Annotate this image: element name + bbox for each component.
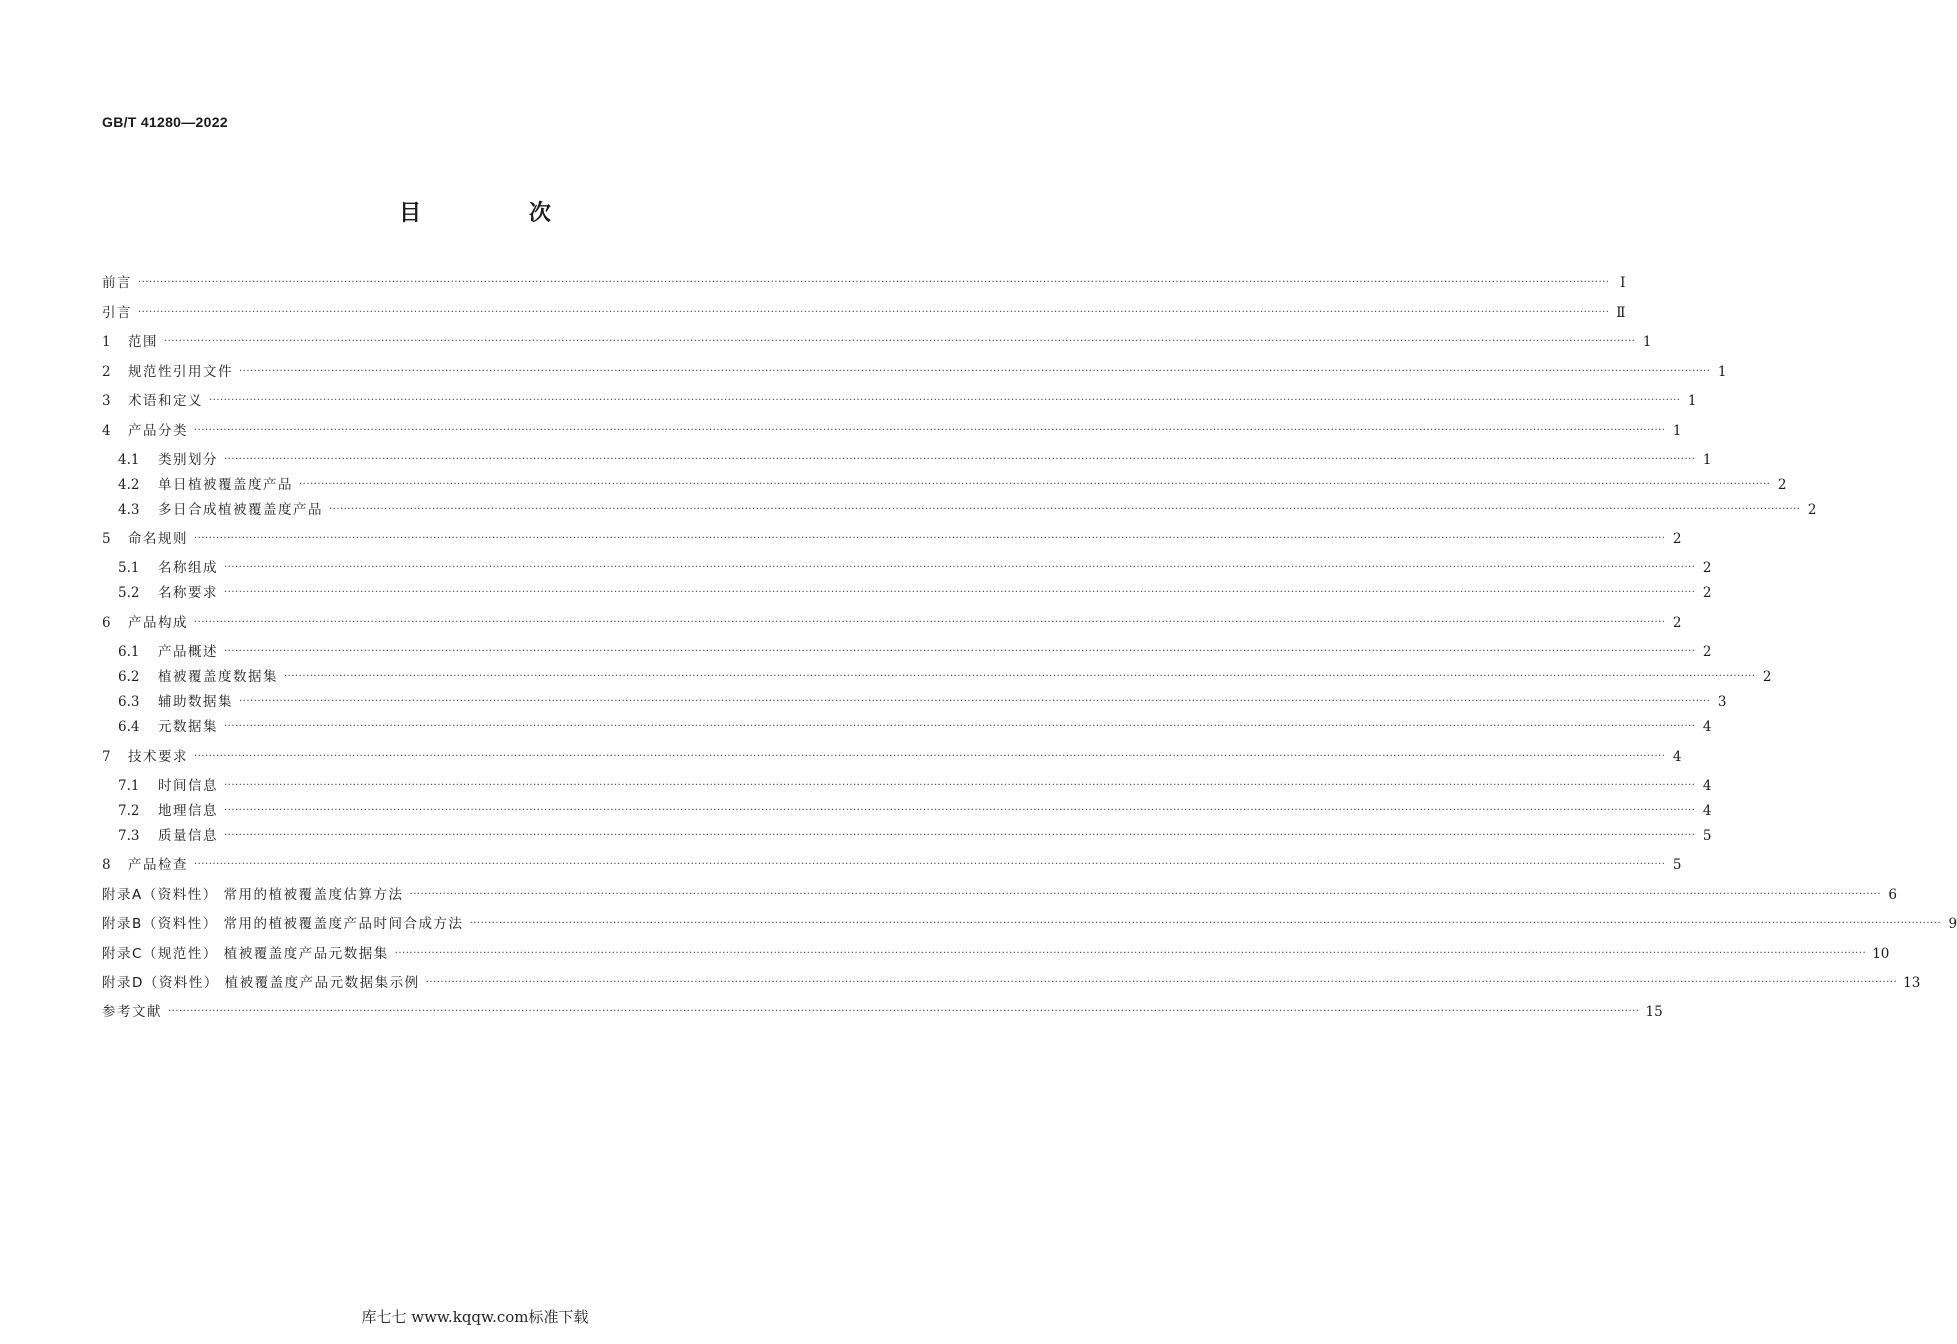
toc-entry-number: 7.2 xyxy=(118,803,140,819)
toc-entry-label: 命名规则 xyxy=(128,531,188,547)
toc-entry-page: 9 xyxy=(1948,916,1957,932)
toc-dot-leader: ················································································································································································································································································································································································································ xyxy=(409,889,1882,900)
toc-entry-page: Ⅱ xyxy=(1616,305,1626,321)
toc-dot-leader: ················································································································································································································································································································································································································ xyxy=(224,780,1696,791)
toc-entry[interactable] xyxy=(102,391,1697,411)
toc-dot-leader: ················································································································································································································································································································································································································ xyxy=(209,395,1681,406)
toc-entry-number: 6 xyxy=(102,615,111,631)
toc-entry-label: 类别划分 xyxy=(158,452,218,468)
toc-entry-label: 引言 xyxy=(102,305,132,321)
toc-entry[interactable] xyxy=(118,642,1712,662)
toc-entry-label: 质量信息 xyxy=(158,828,218,844)
toc-dot-leader: ················································································································································································································································································································································································································ xyxy=(224,454,1696,465)
toc-entry[interactable] xyxy=(118,450,1712,470)
toc-dot-leader: ················································································································································································································································································································································································································ xyxy=(239,366,1711,377)
toc-entry-number: 5.2 xyxy=(118,585,140,601)
toc-entry-number: 4.3 xyxy=(118,502,140,518)
toc-entry-page: Ⅰ xyxy=(1620,275,1626,291)
toc-entry[interactable] xyxy=(102,1002,1663,1022)
toc-entry[interactable] xyxy=(118,475,1787,495)
toc-entry[interactable] xyxy=(118,500,1817,520)
toc-dot-leader: ················································································································································································································································································································································································································ xyxy=(239,696,1711,707)
toc-dot-leader: ················································································································································································································································································································································································································ xyxy=(194,533,1666,544)
toc-entry-label: 术语和定义 xyxy=(128,393,203,409)
toc-dot-leader: ················································································································································································································································································································································································································ xyxy=(469,918,1942,929)
toc-entry[interactable] xyxy=(102,303,1626,323)
toc-entry-page: 2 xyxy=(1672,615,1682,631)
toc-entry-page: 5 xyxy=(1672,857,1682,873)
toc-entry-page: 4 xyxy=(1702,719,1712,735)
toc-entry-page: 2 xyxy=(1777,477,1787,493)
toc-entry[interactable] xyxy=(118,717,1712,737)
toc-entry-page: 1 xyxy=(1672,423,1682,439)
toc-entry-label: 植被覆盖度数据集 xyxy=(158,669,278,685)
toc-entry-label: 附录B（资料性） 常用的植被覆盖度产品时间合成方法 xyxy=(102,916,464,932)
toc-entry[interactable] xyxy=(102,529,1682,549)
toc-dot-leader: ················································································································································································································································································································································································································ xyxy=(168,1006,1640,1017)
toc-entry[interactable] xyxy=(102,613,1682,633)
toc-entry-label: 名称要求 xyxy=(158,585,218,601)
toc-dot-leader: ················································································································································································································································································································································································································ xyxy=(224,721,1696,732)
toc-entry-number: 7.3 xyxy=(118,828,140,844)
toc-entry-page: 4 xyxy=(1702,803,1712,819)
toc-entry-label: 地理信息 xyxy=(158,803,218,819)
toc-entry[interactable] xyxy=(118,826,1712,846)
toc-entry-page: 2 xyxy=(1807,502,1817,518)
toc-entry-page: 15 xyxy=(1645,1004,1663,1020)
toc-dot-leader: ················································································································································································································································································································································································································ xyxy=(194,751,1666,762)
toc-entry-label: 产品概述 xyxy=(158,644,218,660)
toc-dot-leader: ················································································································································································································································································································································································································ xyxy=(194,617,1666,628)
toc-entry-number: 8 xyxy=(102,857,111,873)
toc-entry-page: 2 xyxy=(1702,644,1712,660)
toc-entry[interactable] xyxy=(102,362,1727,382)
toc-entry-number: 4.1 xyxy=(118,452,140,468)
toc-entry-number: 6.1 xyxy=(118,644,140,660)
toc-entry-number: 6.4 xyxy=(118,719,140,735)
toc-entry-page: 4 xyxy=(1702,778,1712,794)
toc-entry[interactable] xyxy=(118,776,1712,796)
toc-dot-leader: ················································································································································································································································································································································································································ xyxy=(284,671,1756,682)
toc-entry[interactable] xyxy=(102,973,1921,993)
toc-entry-page: 2 xyxy=(1672,531,1682,547)
toc-entry-number: 4 xyxy=(102,423,111,439)
toc-entry[interactable] xyxy=(118,692,1727,712)
toc-entry-number: 7 xyxy=(102,749,111,765)
toc-entry-page: 1 xyxy=(1717,364,1727,380)
toc-entry-page: 1 xyxy=(1687,393,1697,409)
toc-entry-label: 前言 xyxy=(102,275,132,291)
toc-entry-label: 时间信息 xyxy=(158,778,218,794)
toc-entry[interactable] xyxy=(102,747,1682,767)
toc-entry-label: 产品检查 xyxy=(128,857,188,873)
toc-dot-leader: ················································································································································································································································································································································································································ xyxy=(138,307,1610,318)
standard-code: GB/T 41280—2022 xyxy=(102,114,228,130)
footer-watermark: 库七七 www.kqqw.com标准下载 xyxy=(361,1308,589,1326)
toc-entry-label: 产品分类 xyxy=(128,423,188,439)
toc-dot-leader: ················································································································································································································································································································································································································ xyxy=(138,277,1610,288)
toc-entry-page: 3 xyxy=(1717,694,1727,710)
toc-entry-label: 范围 xyxy=(128,334,158,350)
toc-entry-label: 规范性引用文件 xyxy=(128,364,233,380)
toc-entry-page: 2 xyxy=(1702,560,1712,576)
toc-entry[interactable] xyxy=(102,273,1626,293)
toc-entry[interactable] xyxy=(118,558,1712,578)
toc-entry-number: 5.1 xyxy=(118,560,140,576)
toc-dot-leader: ················································································································································································································································································································································································································ xyxy=(224,805,1696,816)
toc-entry[interactable] xyxy=(102,914,1957,934)
toc-entry-number: 6.2 xyxy=(118,669,140,685)
toc-entry[interactable] xyxy=(118,667,1772,687)
toc-entry-number: 4.2 xyxy=(118,477,140,493)
toc-title: 目 次 xyxy=(399,201,601,226)
toc-dot-leader: ················································································································································································································································································································································································································ xyxy=(224,562,1696,573)
toc-dot-leader: ················································································································································································································································································································································································································ xyxy=(425,977,1898,988)
toc-entry-page: 4 xyxy=(1672,749,1682,765)
toc-entry-label: 附录C（规范性） 植被覆盖度产品元数据集 xyxy=(102,946,389,962)
toc-entry[interactable] xyxy=(118,583,1712,603)
toc-dot-leader: ················································································································································································································································································································································································································ xyxy=(299,479,1771,490)
toc-entry[interactable] xyxy=(102,885,1898,905)
toc-dot-leader: ················································································································································································································································································································································································································ xyxy=(224,830,1696,841)
toc-entry-label: 附录A（资料性） 常用的植被覆盖度估算方法 xyxy=(102,887,404,903)
toc-entry-number: 2 xyxy=(102,364,111,380)
toc-entry-label: 参考文献 xyxy=(102,1004,162,1020)
toc-entry-page: 1 xyxy=(1702,452,1712,468)
toc-entry-label: 单日植被覆盖度产品 xyxy=(158,477,293,493)
toc-entry-label: 附录D（资料性） 植被覆盖度产品元数据集示例 xyxy=(102,975,420,991)
toc-entry-label: 产品构成 xyxy=(128,615,188,631)
toc-entry-number: 6.3 xyxy=(118,694,140,710)
toc-entry-number: 7.1 xyxy=(118,778,140,794)
toc-entry-page: 5 xyxy=(1702,828,1712,844)
toc-entry[interactable] xyxy=(102,944,1890,964)
toc-entry-label: 辅助数据集 xyxy=(158,694,233,710)
toc-dot-leader: ················································································································································································································································································································································································································ xyxy=(194,425,1666,436)
toc-dot-leader: ················································································································································································································································································································································································································ xyxy=(224,587,1696,598)
toc-entry-number: 1 xyxy=(102,334,111,350)
toc-entry-page: 10 xyxy=(1872,946,1890,962)
toc-entry-page: 2 xyxy=(1702,585,1712,601)
toc-entry-number: 3 xyxy=(102,393,111,409)
toc-entry-page: 1 xyxy=(1642,334,1652,350)
toc-dot-leader: ················································································································································································································································································································································································································ xyxy=(394,948,1867,959)
toc-dot-leader: ················································································································································································································································································································································································································ xyxy=(194,859,1666,870)
toc-entry-label: 名称组成 xyxy=(158,560,218,576)
table-of-contents xyxy=(102,0,1957,1344)
toc-entry[interactable] xyxy=(102,332,1652,352)
toc-entry-page: 13 xyxy=(1903,975,1921,991)
toc-entry[interactable] xyxy=(102,421,1682,441)
toc-dot-leader: ················································································································································································································································································································································································································ xyxy=(329,504,1801,515)
toc-entry[interactable] xyxy=(118,801,1712,821)
toc-entry-label: 多日合成植被覆盖度产品 xyxy=(158,502,323,518)
toc-entry-label: 技术要求 xyxy=(128,749,188,765)
toc-entry[interactable] xyxy=(102,855,1682,875)
toc-entry-label: 元数据集 xyxy=(158,719,218,735)
toc-entry-number: 5 xyxy=(102,531,111,547)
toc-dot-leader: ················································································································································································································································································································································································································ xyxy=(164,336,1636,347)
toc-entry-page: 2 xyxy=(1762,669,1772,685)
toc-entry-page: 6 xyxy=(1888,887,1898,903)
toc-dot-leader: ················································································································································································································································································································································································································ xyxy=(224,646,1696,657)
